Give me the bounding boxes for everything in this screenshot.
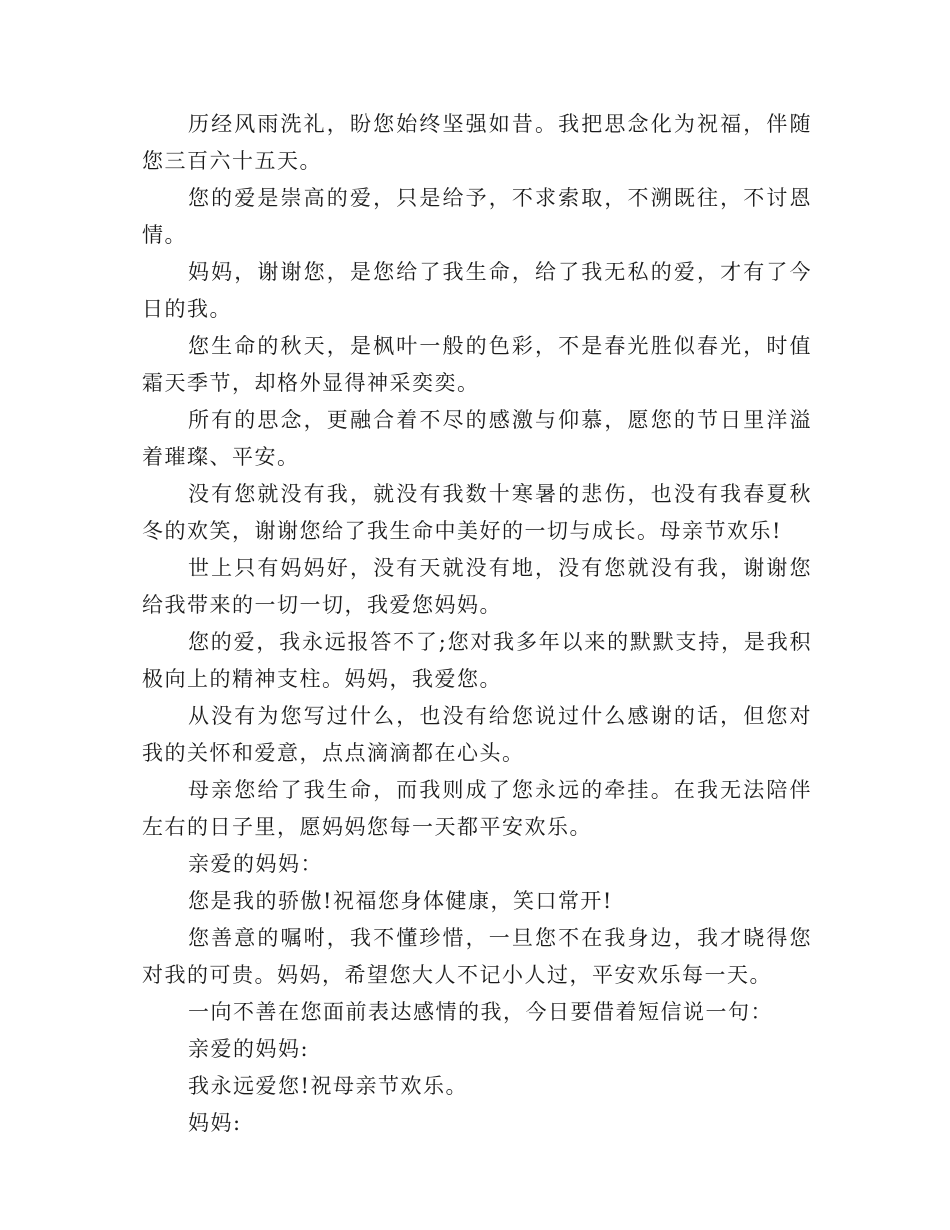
paragraph: 从没有为您写过什么，也没有给您说过什么感谢的话，但您对我的关怀和爱意，点点滴滴都在心头。: [142, 704, 812, 765]
salutation: 亲爱的妈妈：: [188, 852, 323, 876]
document-body: [142, 106, 812, 1142]
salutation: 亲爱的妈妈:: [188, 1037, 310, 1061]
paragraph: 您的爱是崇高的爱，只是给予，不求索取，不溯既往，不讨恩情。: [142, 186, 812, 247]
paragraph: 一向不善在您面前表达感情的我，今日要借着短信说一句：: [188, 1000, 773, 1024]
paragraph: 世上只有妈妈好，没有天就没有地，没有您就没有我，谢谢您给我带来的一切一切，我爱您妈妈。: [142, 556, 812, 617]
paragraph: 您的爱，我永远报答不了;您对我多年以来的默默支持，是我积极向上的精神支柱。妈妈，我爱您。: [142, 630, 812, 691]
salutation: 妈妈:: [188, 1111, 242, 1135]
paragraph: 妈妈，谢谢您，是您给了我生命，给了我无私的爱，才有了今日的我。: [142, 260, 812, 321]
paragraph: 您善意的嘱咐，我不懂珍惜，一旦您不在我身边，我才晓得您对我的可贵。妈妈，希望您大人不记小人过，平安欢乐每一天。: [142, 926, 812, 987]
paragraph: 您是我的骄傲!祝福您身体健康，笑口常开!: [188, 889, 613, 913]
paragraph: 母亲您给了我生命，而我则成了您永远的牵挂。在我无法陪伴左右的日子里，愿妈妈您每一天都平安欢乐。: [142, 778, 812, 839]
paragraph: 没有您就没有我，就没有我数十寒暑的悲伤，也没有我春夏秋冬的欢笑，谢谢您给了我生命中美好的一切与成长。母亲节欢乐!: [142, 482, 812, 543]
paragraph: 您生命的秋天，是枫叶一般的色彩，不是春光胜似春光，时值霜天季节，却格外显得神采奕奕。: [142, 334, 812, 395]
paragraph: 我永远爱您!祝母亲节欢乐。: [188, 1074, 468, 1098]
paragraph: 所有的思念，更融合着不尽的感激与仰慕，愿您的节日里洋溢着璀璨、平安。: [142, 408, 812, 469]
paragraph: 历经风雨洗礼，盼您始终坚强如昔。我把思念化为祝福，伴随您三百六十五天。: [142, 112, 812, 173]
